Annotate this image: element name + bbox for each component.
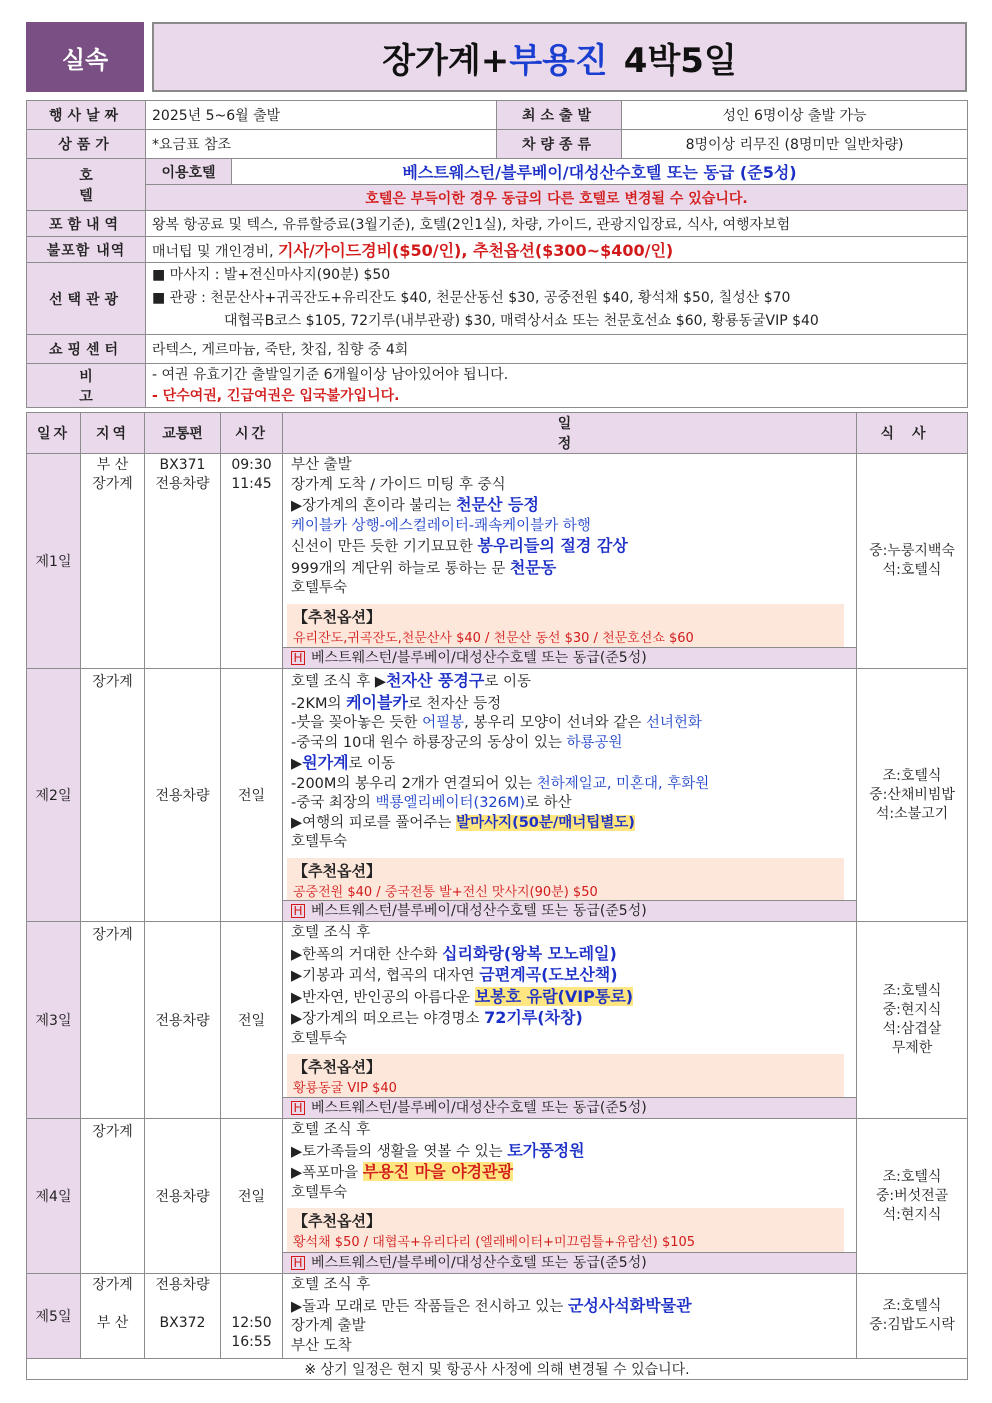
shop-value: 라텍스, 게르마늄, 죽탄, 찻집, 침향 중 4회	[146, 335, 968, 364]
col-schedule: 일 정	[283, 413, 857, 454]
col-time: 시간	[221, 413, 283, 454]
option-value: 공중전원 $40 / 중국전통 발+전신 맛사지(90분) $50	[293, 884, 598, 900]
meal-cell	[857, 922, 968, 1119]
day-row-1	[27, 454, 968, 669]
meal-b: 중:현지식	[882, 1002, 942, 1018]
meal-a: 중:누룽지백숙	[869, 543, 955, 559]
schedule-line: 호텔투숙	[291, 1030, 348, 1047]
option-title: 【추천옵션】	[293, 1058, 381, 1076]
note-label: 비고	[27, 364, 146, 408]
schedule-line: ▶원가계로 이동	[291, 753, 396, 772]
meal-a: 조:호텔식	[882, 767, 942, 784]
time-a: 09:30	[231, 457, 272, 473]
hotel-note: 호텔은 부득이한 경우 동급의 다른 호텔로 변경될 수 있습니다.	[146, 185, 968, 211]
schedule-line: 케이블카 상행-에스컬레이터-쾌속케이블카 하행	[291, 517, 591, 534]
schedule-line: 호텔 조식 후 ▶천자산 풍경구로 이동	[291, 671, 531, 690]
schedule-line: ▶토가족들의 생활을 엿볼 수 있는 토가풍정원	[291, 1140, 585, 1160]
excl-highlight: 기사/가이드경비($50/인), 추천옵션($300~$400/인)	[278, 241, 674, 260]
incl-value: 왕복 항공료 및 텍스, 유류할증료(3월기준), 호텔(2인1실), 차량, 가이드, 관광지입장료, 식사, 여행자보험	[146, 211, 968, 237]
transport-a: BX371	[159, 457, 206, 473]
region-cell	[81, 1274, 145, 1359]
day-label: 제4일	[27, 1119, 81, 1274]
transport-cell: 전용차량	[145, 669, 221, 922]
schedule-line: 999개의 계단위 하늘로 통하는 문 천문동	[291, 557, 557, 577]
day-label: 제3일	[27, 922, 81, 1119]
hotel-text: 베스트웨스턴/블루베이/대성산수호텔 또는 동급(준5성)	[311, 650, 647, 666]
transport-a: 전용차량	[155, 1277, 210, 1293]
note-value	[146, 364, 968, 408]
excl-value	[146, 237, 968, 263]
footer-note: ※ 상기 일정은 현지 및 항공사 사정에 의해 변경될 수 있습니다.	[27, 1359, 968, 1380]
info-table	[26, 100, 968, 408]
hotel-value: 베스트웨스턴/블루베이/대성산수호텔 또는 동급 (준5성)	[232, 159, 968, 185]
transport-b: BX372	[159, 1315, 206, 1331]
schedule-cell	[283, 454, 857, 669]
schedule-line: ▶장가계의 혼이라 불리는 천문산 등정	[291, 495, 539, 514]
meal-cell	[857, 1274, 968, 1359]
schedule-line: ▶기봉과 괴석, 협곡의 대자연 금편계곡(도보산책)	[291, 965, 618, 984]
schedule-line: -200M의 봉우리 2개가 연결되어 있는 천하제일교, 미혼대, 후화원	[291, 775, 710, 792]
transport-cell	[145, 454, 221, 669]
col-day: 일자	[27, 413, 81, 454]
opt-value	[146, 263, 968, 335]
recommended-option	[287, 858, 844, 904]
date-value: 2025년 5~6월 출발	[146, 101, 497, 130]
time-cell: 전일	[221, 1119, 283, 1274]
recommended-option	[287, 604, 844, 650]
schedule-line: 장가계 도착 / 가이드 미팅 후 중식	[291, 476, 506, 493]
meal-c: 석:삼겹살	[882, 1021, 942, 1037]
schedule-line: 호텔 조식 후	[291, 1277, 371, 1293]
day-label: 제5일	[27, 1274, 81, 1359]
transport-cell: 전용차량	[145, 922, 221, 1119]
time-b: 16:55	[231, 1334, 272, 1350]
option-value: 황석채 $50 / 대협곡+유리다리 (엘레베이터+미끄럼틀+유람선) $105	[293, 1235, 696, 1250]
car-value: 8명이상 리무진 (8명미만 일반차량)	[622, 130, 968, 159]
car-label: 차량종류	[497, 130, 622, 159]
title-part-b: 부용진	[509, 40, 608, 81]
schedule-line: ▶여행의 피로를 풀어주는 발마사지(50분/매너팁별도)	[291, 814, 635, 831]
hotel-text: 베스트웨스턴/블루베이/대성산수호텔 또는 동급(준5성)	[311, 903, 647, 919]
note-line-2: - 단수여권, 긴급여권은 입국불가입니다.	[152, 387, 400, 404]
schedule-cell	[283, 922, 857, 1119]
day-row-2	[27, 669, 968, 922]
day-row-3	[27, 922, 968, 1119]
title-part-c: 4박5일	[623, 40, 737, 81]
meal-b: 중:버섯전골	[875, 1187, 949, 1204]
recommended-option	[287, 1208, 844, 1254]
region-cell: 장가계	[81, 922, 145, 1119]
option-title: 【추천옵션】	[293, 861, 381, 880]
meal-c: 석:소불고기	[875, 805, 949, 822]
opt-line-2: ■ 관광 : 천문산사+귀곡잔도+유리잔도 $40, 천문산동선 $30, 공중전원 $40, 황석채 $50, 칠성산 $70	[152, 290, 791, 306]
region-cell	[81, 454, 145, 669]
hotel-line	[283, 1252, 856, 1273]
product-badge: 실속	[26, 22, 144, 92]
meal-b: 중:김밥도시락	[869, 1317, 955, 1333]
meal-b: 중:산채비빔밥	[869, 786, 955, 803]
itinerary-table	[26, 412, 968, 1380]
meal-a: 조:호텔식	[882, 983, 942, 999]
schedule-line: ▶돌과 모래로 만든 작품들은 전시하고 있는 군성사석화박물관	[291, 1295, 692, 1315]
region-a: 장가계	[92, 1277, 133, 1293]
schedule-line: 장가계 출발	[291, 1318, 366, 1334]
opt-line-3: 대협곡B코스 $105, 72기루(내부관광) $30, 매력상서쇼 또는 천문호선쇼 $60, 황룡동굴VIP $40	[224, 313, 819, 329]
hotel-line	[283, 647, 856, 668]
day-row-4	[27, 1119, 968, 1274]
meal-cell	[857, 454, 968, 669]
hotel-text: 베스트웨스턴/블루베이/대성산수호텔 또는 동급(준5성)	[311, 1255, 647, 1271]
option-title: 【추천옵션】	[293, 607, 381, 626]
min-label: 최소출발	[497, 101, 622, 130]
col-transport: 교통편	[145, 413, 221, 454]
excl-label: 불포함 내역	[27, 237, 146, 263]
shop-label: 쇼핑센터	[27, 335, 146, 364]
col-meal: 식사	[857, 413, 968, 454]
schedule-line: -중국의 10대 원수 하룡장군의 동상이 있는 하룡공원	[291, 734, 623, 751]
transport-b: 전용차량	[155, 476, 210, 492]
schedule-cell	[283, 1119, 857, 1274]
schedule-line: 호텔 조식 후	[291, 1122, 371, 1138]
region-b: 부 산	[96, 1315, 129, 1331]
date-label: 행사날짜	[27, 101, 146, 130]
price-value: *요금표 참조	[146, 130, 497, 159]
schedule-line: ▶반자연, 반인공의 아름다운 보봉호 유람(VIP통로)	[291, 986, 634, 1006]
time-cell	[221, 454, 283, 669]
schedule-line: 호텔투숙	[291, 1184, 348, 1201]
schedule-line: 부산 출발	[291, 457, 352, 473]
schedule-line: ▶폭포마을 부용진 마을 야경관광	[291, 1162, 514, 1181]
recommended-option	[287, 1054, 844, 1100]
region-cell: 장가계	[81, 669, 145, 922]
hotel-line	[283, 900, 856, 921]
schedule-line: 호텔투숙	[291, 580, 348, 596]
hotel-icon: H	[291, 904, 305, 918]
option-title: 【추천옵션】	[293, 1212, 381, 1230]
hotel-sub-label: 이용호텔	[146, 159, 232, 185]
time-cell: 전일	[221, 922, 283, 1119]
excl-text: 매너팁 및 개인경비,	[152, 244, 278, 260]
opt-label: 선택관광	[27, 263, 146, 335]
schedule-line: -붓을 꽂아놓은 듯한 어필봉, 봉우리 모양이 선녀와 같은 선녀헌화	[291, 715, 702, 731]
incl-label: 포함내역	[27, 211, 146, 237]
schedule-cell	[283, 1274, 857, 1359]
meal-b: 석:호텔식	[882, 562, 942, 578]
hotel-label: 호텔	[27, 159, 146, 211]
min-value: 성인 6명이상 출발 가능	[622, 101, 968, 130]
meal-d: 무제한	[891, 1040, 933, 1056]
hotel-icon: H	[291, 651, 305, 665]
transport-cell	[145, 1274, 221, 1359]
meal-c: 석:현지식	[882, 1206, 942, 1223]
price-label: 상품가	[27, 130, 146, 159]
schedule-line: 신선이 만든 듯한 기기묘묘한 봉우리들의 절경 감상	[291, 536, 628, 555]
hotel-line	[283, 1097, 856, 1118]
meal-a: 조:호텔식	[882, 1298, 942, 1314]
region-cell: 장가계	[81, 1119, 145, 1274]
title-part-a: 장가계+	[382, 40, 510, 81]
header	[26, 22, 967, 92]
day-label: 제2일	[27, 669, 81, 922]
region-a: 부 산	[96, 457, 129, 473]
schedule-line: 호텔 조식 후	[291, 925, 371, 941]
schedule-line: -중국 최장의 백룡엘리베이터(326M)로 하산	[291, 795, 572, 811]
col-region: 지역	[81, 413, 145, 454]
option-value: 유리잔도,귀곡잔도,천문산사 $40 / 천문산 동선 $30 / 천문호선쇼 $60	[293, 630, 694, 646]
schedule-line: -2KM의 케이블카로 천자산 등정	[291, 692, 502, 712]
meal-a: 조:호텔식	[882, 1168, 942, 1185]
region-b: 장가계	[92, 476, 133, 492]
time-cell: 전일	[221, 669, 283, 922]
time-a: 12:50	[231, 1315, 272, 1331]
meal-cell	[857, 669, 968, 922]
time-cell	[221, 1274, 283, 1359]
day-label: 제1일	[27, 454, 81, 669]
time-b: 11:45	[231, 476, 272, 492]
hotel-icon: H	[291, 1101, 305, 1115]
option-value: 황룡동굴 VIP $40	[293, 1081, 397, 1096]
day-row-5	[27, 1274, 968, 1359]
hotel-text: 베스트웨스턴/블루베이/대성산수호텔 또는 동급(준5성)	[311, 1100, 647, 1116]
schedule-line: 호텔투숙	[291, 834, 348, 850]
schedule-line: ▶한폭의 거대한 산수화 십리화랑(왕복 모노레일)	[291, 943, 617, 963]
page-title	[152, 22, 967, 92]
meal-cell	[857, 1119, 968, 1274]
schedule-cell	[283, 669, 857, 922]
note-line-1: - 여권 유효기간 출발일기준 6개월이상 남아있어야 됩니다.	[152, 366, 509, 383]
transport-cell: 전용차량	[145, 1119, 221, 1274]
hotel-icon: H	[291, 1256, 305, 1270]
schedule-line: ▶장가계의 떠오르는 야경명소 72기루(차창)	[291, 1008, 583, 1027]
opt-line-1: ■ 마사지 : 발+전신마사지(90분) $50	[152, 267, 391, 283]
schedule-line: 부산 도착	[291, 1337, 352, 1354]
